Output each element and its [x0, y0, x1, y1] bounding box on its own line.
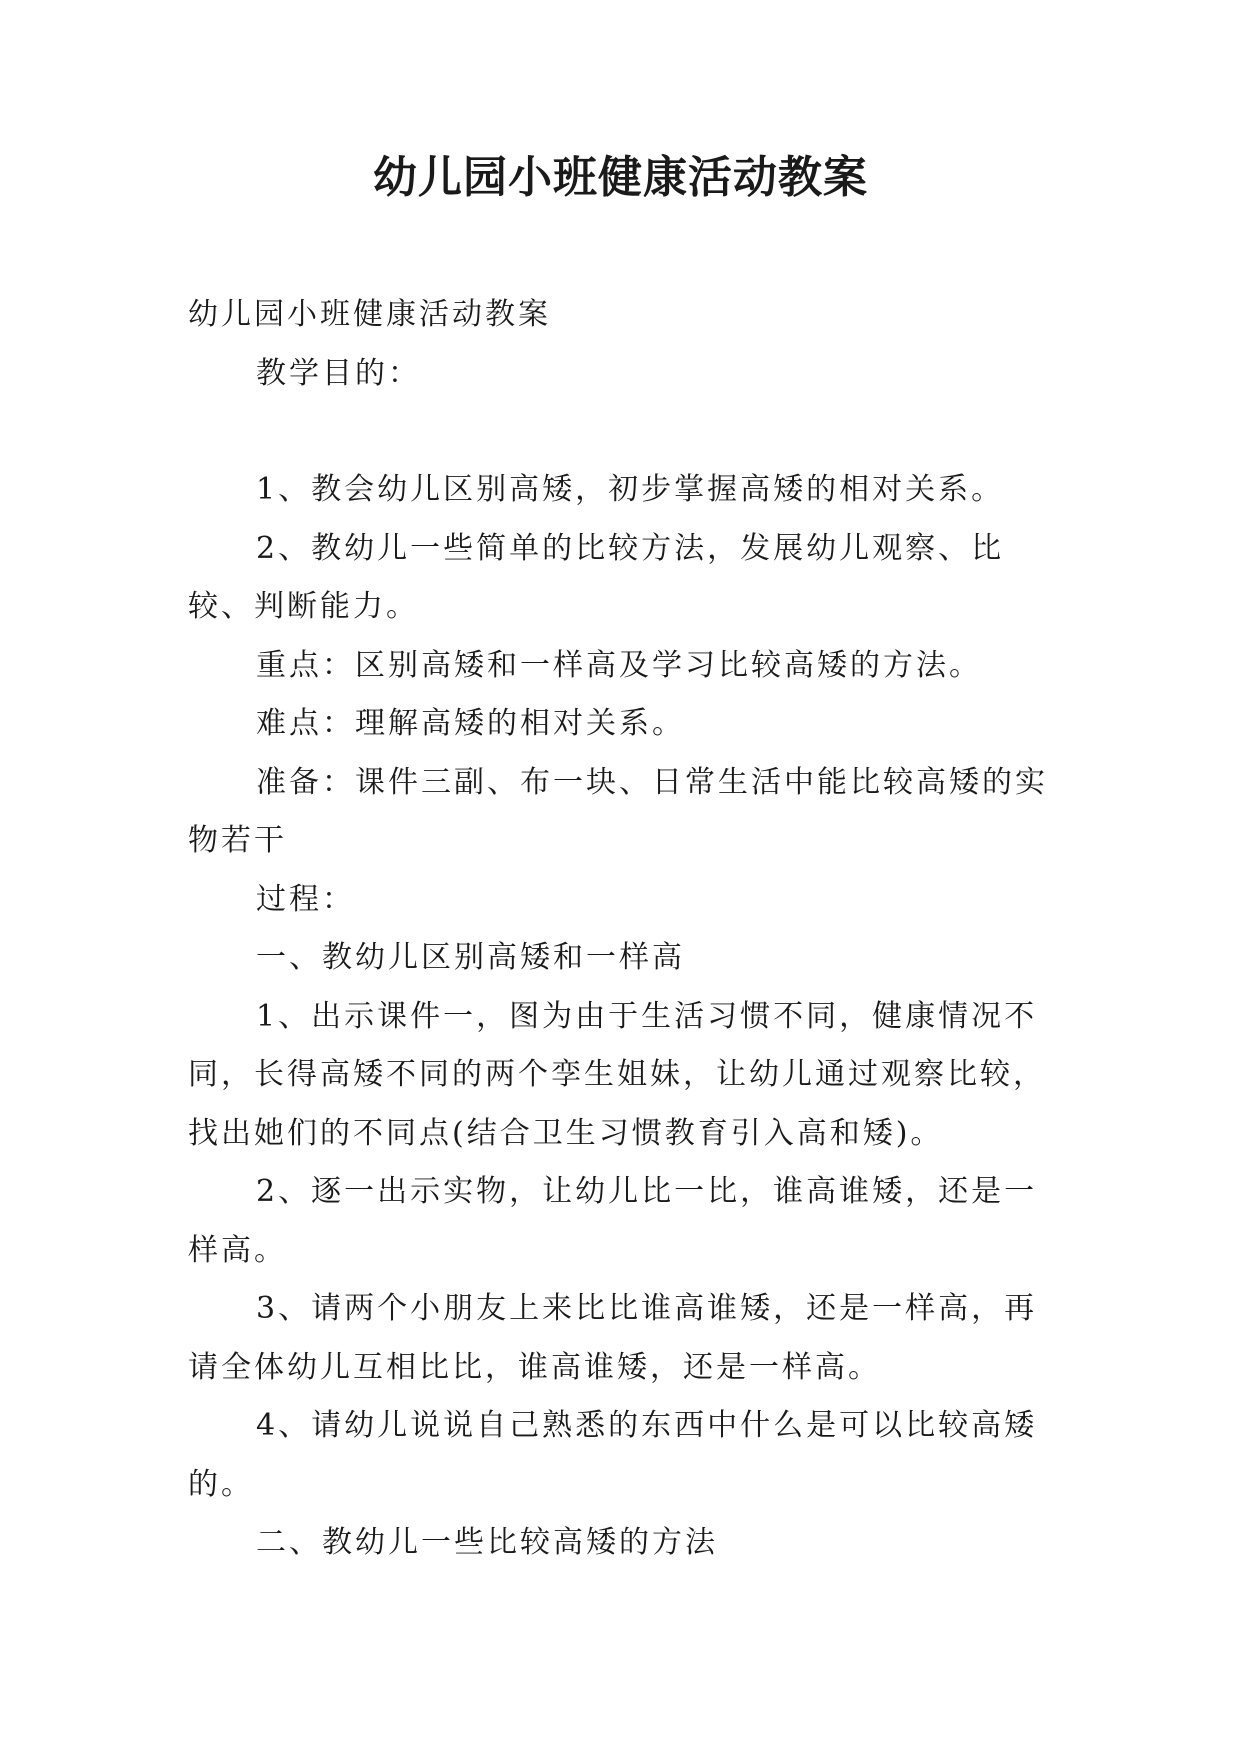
paragraph-step-1: 1、出示课件一，图为由于生活习惯不同，健康情况不同，长得高矮不同的两个孪生姐妹，让幼儿通过观察比较，找出她们的不同点(结合卫生习惯教育引入高和矮)。 — [188, 998, 1046, 1151]
paragraph-objective-1: 1、教会幼儿区别高矮，初步掌握高矮的相对关系。 — [256, 472, 1005, 507]
paragraph-step-2: 2、逐一出示实物，让幼儿比一比，谁高谁矮，还是一样高。 — [188, 1174, 1038, 1268]
paragraph-objectives-label: 教学目的： — [256, 355, 421, 391]
paragraph-step-3: 3、请两个小朋友上来比比谁高谁矮，还是一样高，再请全体幼儿互相比比，谁高谁矮，还是一样高。 — [188, 1291, 1038, 1385]
paragraph-section-1: 一、教幼儿区别高矮和一样高 — [256, 940, 685, 975]
paragraph-difficulty: 难点：理解高矮的相对关系。 — [256, 706, 685, 741]
paragraph-section-2: 二、教幼儿一些比较高矮的方法 — [256, 1525, 718, 1560]
document-title: 幼儿园小班健康活动教案 — [373, 152, 868, 203]
paragraph-step-4: 4、请幼儿说说自己熟悉的东西中什么是可以比较高矮的。 — [188, 1408, 1038, 1502]
paragraph-process-label: 过程： — [256, 881, 355, 917]
paragraph-heading: 幼儿园小班健康活动教案 — [188, 297, 551, 332]
document-body — [188, 286, 1068, 1573]
blank-line — [188, 403, 1068, 461]
paragraph-objective-2: 2、教幼儿一些简单的比较方法，发展幼儿观察、比较、判断能力。 — [188, 530, 1005, 624]
paragraph-key-point: 重点：区别高矮和一样高及学习比较高矮的方法。 — [256, 647, 982, 683]
paragraph-preparation: 准备：课件三副、布一块、日常生活中能比较高矮的实物若干 — [188, 764, 1048, 858]
